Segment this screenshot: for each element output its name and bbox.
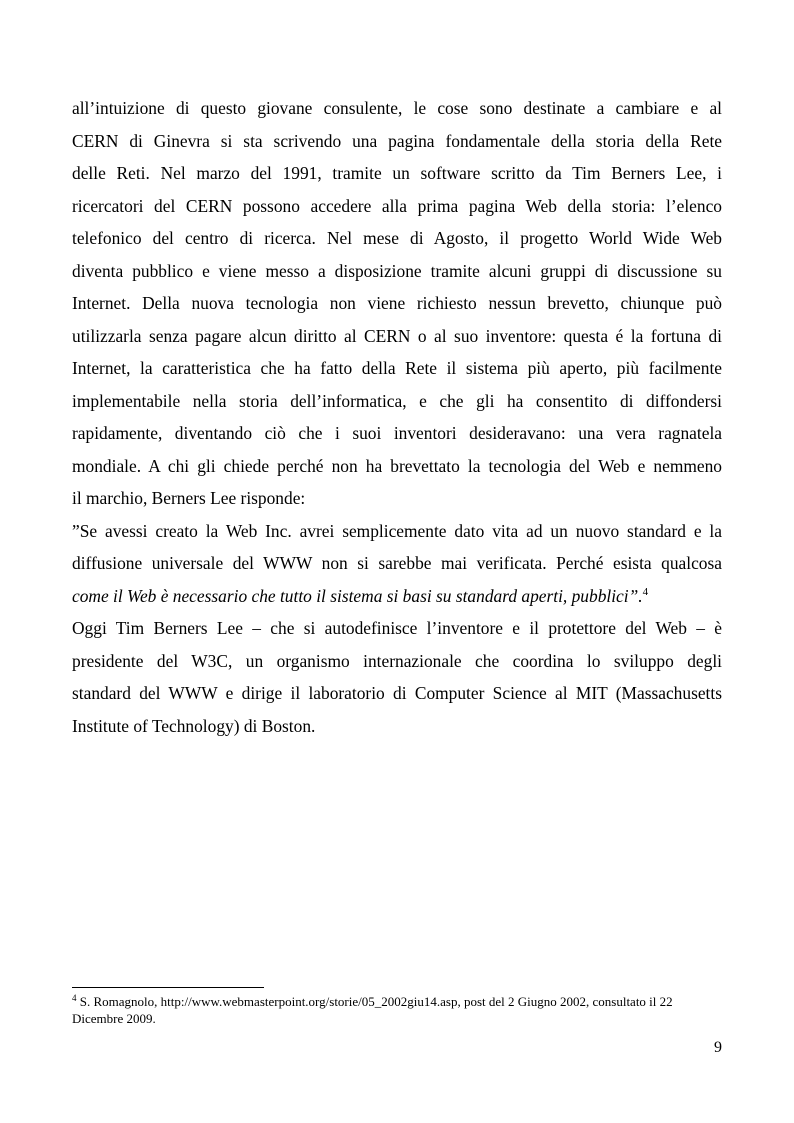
footnote-line: Dicembre 2009. bbox=[72, 1011, 156, 1026]
footnote bbox=[72, 993, 722, 1027]
quote-line: ”Se avessi creato la Web Inc. avrei semplicemente dato vita ad un nuovo standard e la bbox=[72, 520, 722, 541]
main-text bbox=[72, 92, 722, 742]
paragraph-present bbox=[72, 612, 722, 742]
footnote-number: 4 bbox=[72, 993, 77, 1003]
text-line: il marchio, Berners Lee risponde: bbox=[72, 488, 306, 508]
text-line: utilizzarla senza pagare alcun diritto al CERN o al suo inventore: questa é la fortuna di bbox=[72, 325, 722, 346]
text-line: all’intuizione di questo giovane consulente, le cose sono destinate a cambiare e al bbox=[72, 98, 722, 118]
text-line: Institute of Technology) di Boston. bbox=[72, 715, 316, 736]
text-line: delle Reti. Nel marzo del 1991, tramite un software scritto da Tim Berners Lee, i bbox=[72, 163, 722, 183]
text-line: Internet, la caratteristica che ha fatto della Rete il sistema più aperto, più facilmente bbox=[72, 358, 722, 378]
text-line: telefonico del centro di ricerca. Nel mese di Agosto, il progetto World Wide Web bbox=[72, 228, 722, 248]
quote-line-italic bbox=[72, 580, 722, 613]
text-line: Oggi Tim Berners Lee – che si autodefinisce l’inventore e il protettore del Web – è bbox=[72, 618, 722, 638]
text-line: Internet. Della nuova tecnologia non viene richiesto nessun brevetto, chiunque può bbox=[72, 293, 722, 313]
text-line: implementabile nella storia dell’informatica, e che gli ha consentito di diffondersi bbox=[72, 390, 722, 411]
footnote-text: S. Romagnolo, http://www.webmasterpoint.org/storie/05_2002giu14.asp, post del 2 Giugno 2002, consultato il 22 bbox=[79, 994, 673, 1009]
text-line: rapidamente, diventando ciò che i suoi inventori desideravano: una vera ragnatela bbox=[72, 423, 722, 443]
footnote-reference[interactable]: 4 bbox=[642, 585, 649, 598]
paragraph-quote bbox=[72, 515, 722, 613]
text-line: ricercatori del CERN possono accedere alla prima pagina Web della storia: l’elenco bbox=[72, 195, 722, 216]
text-line: CERN di Ginevra si sta scrivendo una pagina fondamentale della storia della Rete bbox=[72, 130, 722, 151]
footnote-line bbox=[72, 993, 722, 1010]
page-number: 9 bbox=[714, 1039, 722, 1056]
paragraph-history bbox=[72, 92, 722, 515]
footnote-separator bbox=[72, 987, 264, 988]
text-line: mondiale. A chi gli chiede perché non ha brevettato la tecnologia del Web e nemmeno bbox=[72, 455, 722, 476]
text-line: standard del WWW e dirige il laboratorio di Computer Science al MIT (Massachusetts bbox=[72, 683, 722, 703]
text-line: presidente del W3C, un organismo internazionale che coordina lo sviluppo degli bbox=[72, 650, 722, 671]
text-line: diventa pubblico e viene messo a disposizione tramite alcuni gruppi di discussione su bbox=[72, 260, 722, 281]
quote-italic-text: come il Web è necessario che tutto il sistema si basi su standard aperti, pubblici”. bbox=[72, 585, 643, 606]
quote-line: diffusione universale del WWW non si sarebbe mai verificata. Perché esista qualcosa bbox=[72, 553, 722, 573]
